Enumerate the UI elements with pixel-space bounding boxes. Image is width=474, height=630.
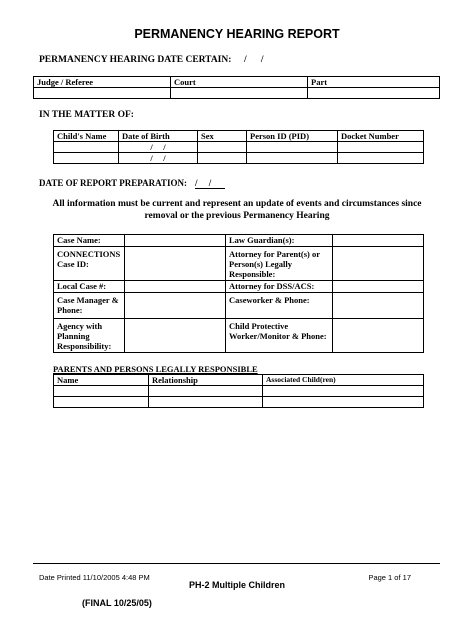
docket-field[interactable]: [338, 142, 424, 153]
agency-label: Agency with Planning Responsibility:: [54, 319, 125, 353]
parents-heading: PARENTS AND PERSONS LEGALLY RESPONSIBLE: [53, 364, 258, 374]
report-date-value[interactable]: / /: [195, 178, 225, 189]
case-manager-field[interactable]: [125, 293, 226, 319]
connections-id-label: CONNECTIONS Case ID:: [54, 247, 125, 281]
footer-divider: [33, 563, 440, 564]
parent-attorney-field[interactable]: [333, 247, 424, 281]
relationship-header: Relationship: [149, 375, 263, 386]
hearing-date-value[interactable]: / /: [244, 55, 264, 65]
page-number: Page 1 of 17: [368, 573, 411, 582]
relationship-field[interactable]: [149, 397, 263, 408]
court-header: Court: [171, 77, 308, 88]
sex-field[interactable]: [198, 142, 247, 153]
parent-name-header: Name: [54, 375, 149, 386]
notice-line-2: removal or the previous Permanency Hearing: [144, 211, 330, 221]
dob-header: Date of Birth: [119, 131, 198, 142]
pid-field[interactable]: [247, 153, 338, 164]
parent-name-field[interactable]: [54, 397, 149, 408]
case-manager-label: Case Manager & Phone:: [54, 293, 125, 319]
sex-header: Sex: [198, 131, 247, 142]
court-field[interactable]: [171, 88, 308, 99]
notice-line-1: All information must be current and represent an update of events and circumstances since: [52, 199, 422, 209]
cps-worker-field[interactable]: [333, 319, 424, 353]
connections-id-field[interactable]: [125, 247, 226, 281]
sex-field[interactable]: [198, 153, 247, 164]
associated-children-header: Associated Child(ren): [263, 375, 424, 386]
part-field[interactable]: [308, 88, 440, 99]
child-name-field[interactable]: [54, 142, 119, 153]
local-case-field[interactable]: [125, 281, 226, 293]
child-name-field[interactable]: [54, 153, 119, 164]
law-guardian-label: Law Guardian(s):: [226, 235, 333, 247]
part-header: Part: [308, 77, 440, 88]
hearing-date-label: PERMANENCY HEARING DATE CERTAIN:: [39, 55, 232, 65]
report-date-label: DATE OF REPORT PREPARATION:: [39, 178, 187, 188]
parent-name-field[interactable]: [54, 386, 149, 397]
associated-children-field[interactable]: [263, 397, 424, 408]
relationship-field[interactable]: [149, 386, 263, 397]
pid-field[interactable]: [247, 142, 338, 153]
judge-field[interactable]: [34, 88, 171, 99]
dss-attorney-field[interactable]: [333, 281, 424, 293]
agency-field[interactable]: [125, 319, 226, 353]
date-printed: Date Printed 11/10/2005 4:48 PM: [39, 573, 150, 582]
cps-worker-label: Child Protective Worker/Monitor & Phone:: [226, 319, 333, 353]
judge-header: Judge / Referee: [34, 77, 171, 88]
form-version: (FINAL 10/25/05): [82, 598, 152, 608]
parent-attorney-label: Attorney for Parent(s) or Person(s) Legally Responsible:: [226, 247, 333, 281]
caseworker-label: Caseworker & Phone:: [226, 293, 333, 319]
dob-field[interactable]: / /: [119, 142, 198, 153]
court-table: [33, 76, 440, 99]
dss-attorney-label: Attorney for DSS/ACS:: [226, 281, 333, 293]
form-name: PH-2 Multiple Children: [188, 580, 285, 590]
children-table: [53, 130, 424, 164]
case-info-table: [53, 234, 424, 353]
matter-heading: IN THE MATTER OF:: [39, 110, 134, 120]
docket-header: Docket Number: [338, 131, 424, 142]
docket-field[interactable]: [338, 153, 424, 164]
associated-children-field[interactable]: [263, 386, 424, 397]
local-case-label: Local Case #:: [54, 281, 125, 293]
caseworker-field[interactable]: [333, 293, 424, 319]
case-name-field[interactable]: [125, 235, 226, 247]
page-title: PERMANENCY HEARING REPORT: [134, 27, 340, 41]
law-guardian-field[interactable]: [333, 235, 424, 247]
child-name-header: Child's Name: [54, 131, 119, 142]
case-name-label: Case Name:: [54, 235, 125, 247]
parents-table: [53, 374, 424, 408]
pid-header: Person ID (PID): [247, 131, 338, 142]
dob-field[interactable]: / /: [119, 153, 198, 164]
